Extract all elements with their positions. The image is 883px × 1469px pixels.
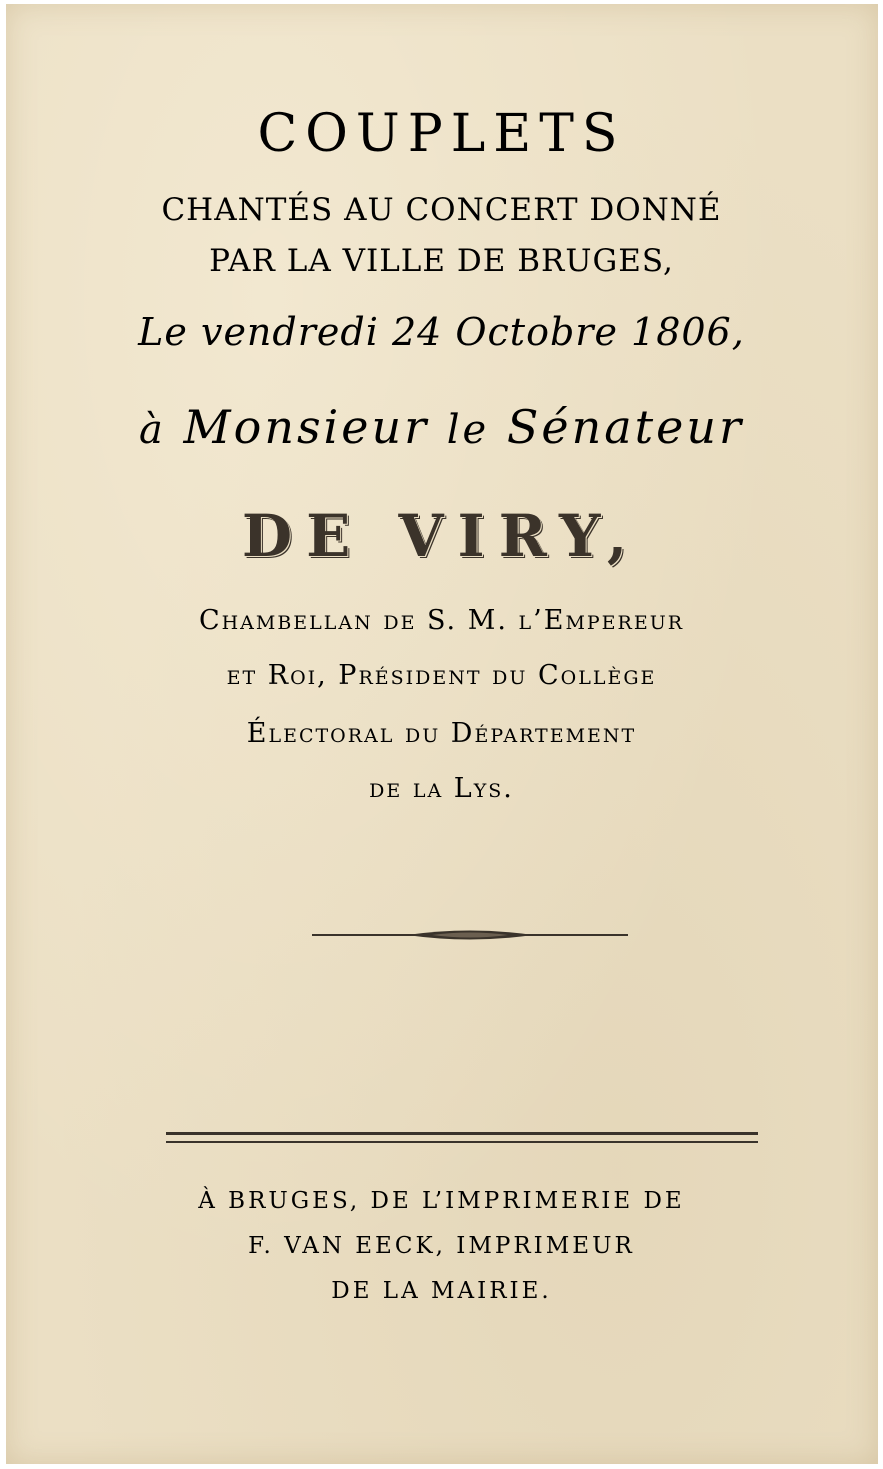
honoree-title-line-4: de la Lys.: [369, 773, 514, 804]
subtitle-line-2: PAR LA VILLE DE BRUGES,: [209, 243, 674, 279]
honoree-title-line-1: Chambellan de S. M. l’Empereur: [198, 605, 685, 636]
ornamental-divider: [312, 924, 628, 946]
date-line: Le vendredi 24 Octobre 1806,: [138, 310, 745, 354]
imprint-line-2: F. VAN EECK, IMPRIMEUR: [248, 1233, 635, 1259]
dedication-a: à: [139, 407, 166, 453]
double-rule-top: [166, 1132, 758, 1135]
honoree-name: DE VIRY,: [241, 502, 642, 570]
subtitle-line-1: CHANTÉS AU CONCERT DONNÉ: [161, 192, 722, 228]
document-title: COUPLETS: [257, 104, 626, 164]
dedication-senateur: Sénateur: [506, 400, 744, 454]
dedication-monsieur: Monsieur: [183, 400, 430, 454]
imprint-line-1: À BRUGES, DE L’IMPRIMERIE DE: [198, 1188, 685, 1214]
imprint-line-3: DE LA MAIRIE.: [331, 1278, 552, 1304]
double-rule-bottom: [166, 1141, 758, 1143]
dedication-line: [0, 400, 883, 454]
honoree-title-line-2: et Roi, Président du Collège: [226, 660, 657, 691]
dedication-le: le: [446, 407, 490, 453]
honoree-title-line-3: Électoral du Département: [246, 718, 637, 749]
